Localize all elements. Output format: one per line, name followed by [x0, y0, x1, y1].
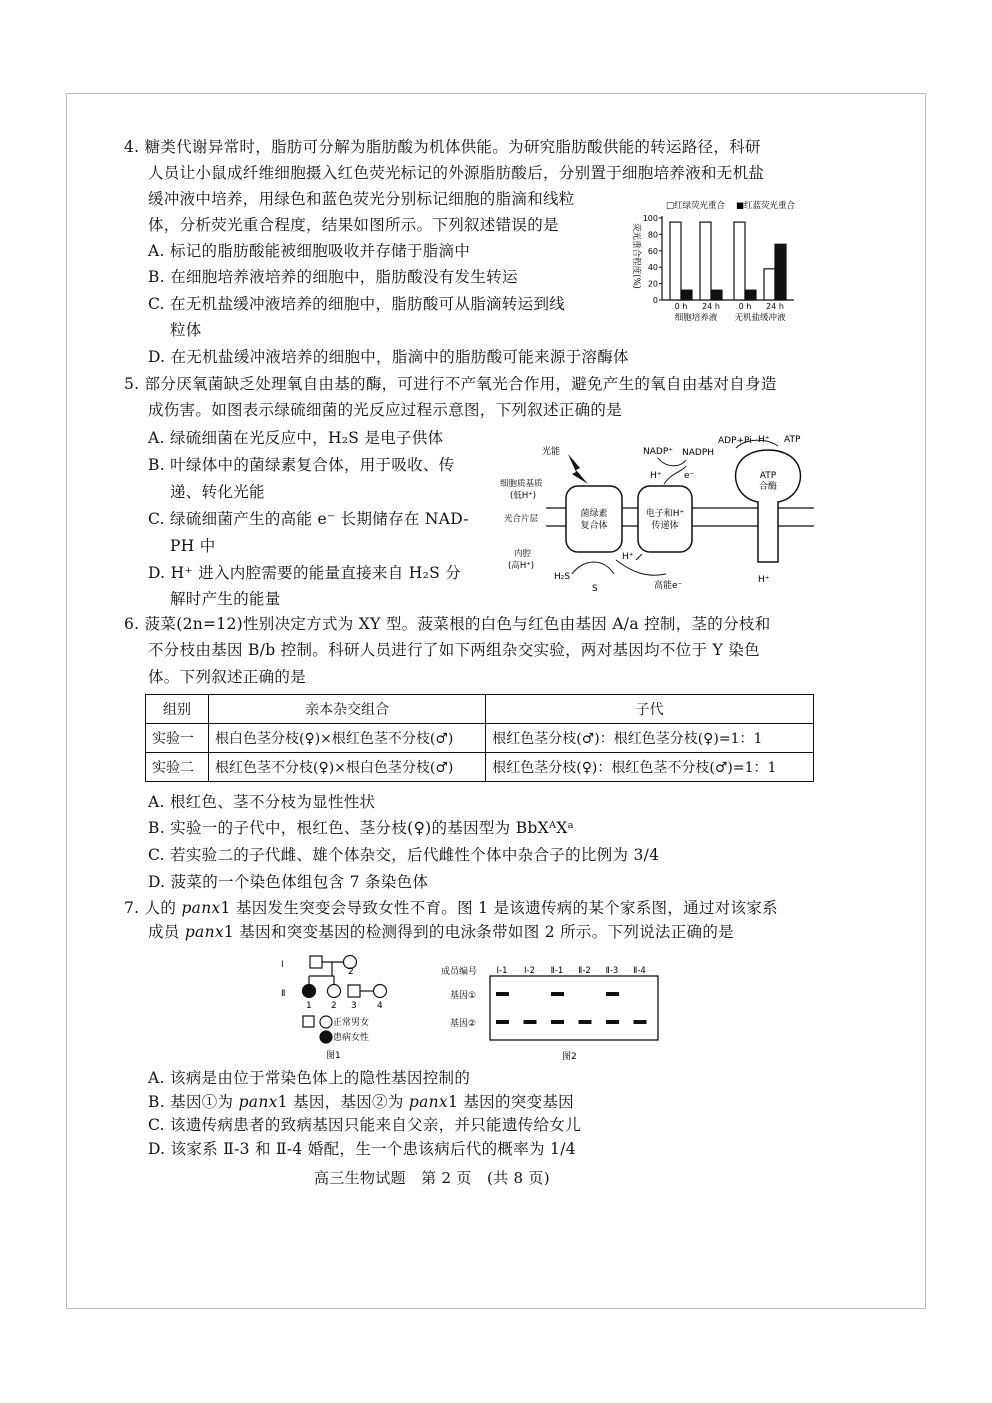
q7-option-d: D. 该家系 Ⅱ-3 和 Ⅱ-4 婚配，生一个患该病后代的概率为 1/4: [148, 1140, 576, 1158]
q4-option-c: C. 在无机盐缓冲液培养的细胞中，脂肪酸可从脂滴转运到线: [148, 295, 566, 313]
chart-bar: [700, 222, 711, 300]
stroma-label: (低H⁺): [510, 491, 537, 501]
nadph-label: NADPH: [682, 448, 715, 458]
y-axis-label: 荧光重合程度(%): [631, 223, 641, 289]
lane-label: I-2: [524, 966, 535, 976]
y-tick-label: 20: [647, 279, 658, 289]
group-label: 细胞培养液: [674, 313, 718, 323]
legend-affected-icon: [320, 1031, 332, 1043]
gel-box: [490, 976, 658, 1040]
h-plus-label: H⁺: [650, 471, 662, 481]
q5-stem-line: 5. 部分厌氧菌缺乏处理氧自由基的酶，可进行不产氧光合作用，避免产生的氧自由基对自身造: [124, 375, 777, 393]
adp-label: ADP+Pi: [718, 436, 752, 446]
group-label: 无机盐缓冲液: [734, 313, 786, 323]
gel-band: [496, 992, 509, 996]
y-tick-label: 100: [642, 214, 658, 223]
gel-band: [579, 1020, 592, 1024]
text-run: 1 基因和突变基因的检测得到的电泳条带如图 2 所示。下列说法正确的是: [223, 923, 734, 941]
chart-bar: [745, 290, 756, 300]
member-number: 2: [348, 967, 354, 977]
lane-label: I-1: [496, 966, 508, 976]
gene-name: panx: [408, 1093, 448, 1111]
complex-label: 菌绿素: [580, 509, 608, 519]
gel-band: [551, 1020, 564, 1024]
gel-band: [606, 992, 619, 996]
member-number: 4: [377, 1001, 383, 1011]
y-tick-label: 80: [647, 230, 658, 240]
q4-option-a: A. 标记的脂肪酸能被细胞吸收并存储于脂滴中: [148, 242, 471, 260]
h-plus-label: H⁺: [758, 575, 770, 585]
carrier-label: 传递体: [651, 521, 679, 531]
lumen-label: 内腔: [514, 549, 532, 559]
q5-option-c-cont: PH 中: [170, 537, 216, 555]
atp-output-label: ATP: [784, 435, 801, 445]
q4-stem-line: 体，分析荧光重合程度，结果如图所示。下列叙述错误的是: [148, 216, 559, 234]
lane-label: Ⅱ-4: [633, 966, 646, 976]
chart-bar: [681, 290, 692, 300]
member-number: 2: [331, 1001, 337, 1011]
q5-option-b-cont: 递、转化光能: [170, 483, 265, 501]
x-tick-label: 24 h: [766, 302, 784, 311]
text-run: 成员: [148, 923, 185, 941]
page-footer: 高三生物试题 第 2 页 (共 8 页): [314, 1169, 550, 1187]
table-cell: 实验一: [146, 724, 209, 753]
membrane-label: 光合片层: [504, 514, 539, 524]
lane-label: Ⅱ-2: [578, 966, 591, 976]
q6-option-c: C. 若实验二的子代雌、雄个体杂交，后代雌性个体中杂合子的比例为 3/4: [148, 846, 660, 864]
electron-carrier: [638, 486, 692, 552]
chart-bar: [711, 290, 722, 300]
female-normal-icon: [374, 985, 387, 998]
q7-option-b: [148, 1092, 574, 1112]
table-header: 亲本杂交组合: [209, 695, 486, 724]
q6-option-b: B. 实验一的子代中，根红色、茎分枝(♀)的基因型为 BbXᴬXᵃ: [148, 819, 574, 837]
male-normal-icon: [348, 985, 360, 997]
gene-name: panx: [181, 899, 221, 917]
q4-stem-line: 人员让小鼠成纤维细胞摄入红色荧光标记的外源脂肪酸后，分别置于细胞培养液和无机盐: [148, 164, 765, 182]
lightning-icon: [568, 454, 588, 484]
gel-electrophoresis-figure: [438, 956, 662, 1066]
text-run: 1 基因的突变基因: [447, 1093, 574, 1111]
q7-option-c: C. 该遗传病患者的致病基因只能来自父亲，并只能遗传给女儿: [148, 1116, 581, 1134]
generation-label: I: [281, 960, 284, 970]
text-run: 7. 人的: [124, 899, 182, 917]
legend-entry: ■红蓝荧光重合: [736, 201, 796, 211]
bacteriochlorophyll-complex: [566, 486, 622, 552]
gene-name: panx: [184, 923, 224, 941]
legend-male-icon: [303, 1016, 314, 1027]
figure-caption: 图2: [562, 1052, 577, 1062]
q6-option-d: D. 菠菜的一个染色体组包含 7 条染色体: [148, 873, 429, 891]
text-run: 1 基因，基因②为: [277, 1093, 409, 1111]
high-energy-electron-label: 高能e⁻: [654, 581, 683, 591]
gel-band: [496, 1020, 509, 1024]
carrier-label: 电子和H⁺: [645, 509, 685, 519]
gene-label: 基因①: [450, 991, 477, 1001]
gel-band: [634, 1020, 647, 1024]
table-cell: 根红色茎分枝(♀)：根红色茎不分枝(♂)=1：1: [486, 753, 814, 782]
table-cell: 根红色茎分枝(♂)：根红色茎分枝(♀)=1：1: [486, 724, 814, 753]
q6-stem-line: 不分枝由基因 B/b 控制。科研人员进行了如下两组杂交实验，两对基因均不位于 Y 染色: [148, 641, 760, 659]
table-cell: 根白色茎分枝(♀)×根红色茎不分枝(♂): [209, 724, 486, 753]
q6-stem-line: 体。下列叙述正确的是: [148, 668, 307, 686]
table-row: [146, 753, 814, 782]
q7-option-a: A. 该病是由位于常染色体上的隐性基因控制的: [148, 1069, 471, 1087]
male-normal-icon: [310, 956, 322, 968]
light-reaction-diagram: [496, 428, 816, 598]
x-tick-label: 0 h: [738, 302, 752, 311]
legend-label: 患病女性: [333, 1033, 370, 1043]
h-plus-label: H⁺: [758, 435, 770, 445]
y-tick-label: 40: [647, 263, 658, 273]
legend-female-icon: [320, 1016, 332, 1028]
x-tick-label: 24 h: [702, 302, 720, 311]
table-header-row: [146, 695, 814, 724]
legend-label: 正常男女: [333, 1018, 370, 1028]
table-header: 子代: [486, 695, 814, 724]
q5-option-a: A. 绿硫细菌在光反应中，H₂S 是电子供体: [148, 429, 444, 447]
affected-female-icon: [303, 985, 316, 998]
y-tick-label: 60: [647, 246, 658, 256]
gene-label: 基因②: [450, 1019, 477, 1029]
q4-stem-line: 4. 糖类代谢异常时，脂肪可分解为脂肪酸为机体供能。为研究脂肪酸供能的转运路径，科研: [124, 138, 761, 156]
member-label: 成员编号: [441, 967, 478, 977]
female-normal-icon: [328, 985, 341, 998]
light-label: 光能: [542, 447, 561, 457]
q7-stem-line: [124, 898, 778, 918]
complex-label: 复合体: [580, 521, 608, 531]
q7-stem-line: [148, 922, 734, 942]
member-number: 3: [351, 1001, 357, 1011]
table-cell: 根红色茎不分枝(♀)×根白色茎分枝(♂): [209, 753, 486, 782]
figure-caption: 图1: [326, 1051, 341, 1061]
table-row: [146, 724, 814, 753]
gel-band: [606, 1020, 619, 1024]
chart-bar: [775, 244, 786, 300]
sulfur-label: S: [592, 584, 598, 594]
h-plus-label: H⁺: [622, 552, 634, 562]
q5-stem-line: 成伤害。如图表示绿硫细菌的光反应过程示意图，下列叙述正确的是: [148, 401, 623, 419]
lumen-label: (高H⁺): [508, 561, 535, 571]
legend-entry: □红绿荧光重合: [666, 201, 726, 211]
q5-option-b: B. 叶绿体中的菌绿素复合体，用于吸收、传: [148, 456, 455, 474]
gene-name: panx: [238, 1093, 278, 1111]
text-run: 1 基因发生突变会导致女性不育。图 1 是该遗传病的某个家系图，通过对该家系: [220, 899, 778, 917]
q5-option-d: D. H⁺ 进入内腔需要的能量直接来自 H₂S 分: [148, 564, 462, 582]
table-header: 组别: [146, 695, 209, 724]
q4-option-b: B. 在细胞培养液培养的细胞中，脂肪酸没有发生转运: [148, 268, 518, 286]
lane-label: Ⅱ-3: [605, 966, 619, 976]
nadp-label: NADP⁺: [643, 447, 673, 457]
stroma-label: 细胞质基质: [500, 479, 543, 489]
chart-bar: [670, 222, 681, 300]
atp-synthase-label: 合酶: [758, 482, 778, 492]
chart-bar: [764, 269, 775, 300]
atp-synthase-label: ATP: [759, 471, 777, 481]
cross-experiment-table: [145, 694, 814, 782]
atp-synthase: [736, 450, 801, 562]
q4-option-c-cont: 粒体: [170, 321, 202, 339]
gel-band: [551, 992, 564, 996]
lane-label: Ⅱ-1: [550, 966, 564, 976]
q6-stem-line: 6. 菠菜(2n=12)性别决定方式为 XY 型。菠菜根的白色与红色由基因 A/a 控制，茎的分枝和: [124, 615, 771, 633]
q4-stem-line: 缓冲液中培养，用绿色和蓝色荧光分别标记细胞的脂滴和线粒: [148, 190, 575, 208]
y-tick-label: 0: [652, 296, 658, 305]
x-tick-label: 0 h: [674, 302, 688, 311]
electron-label: e⁻: [684, 471, 695, 481]
q4-option-d: D. 在无机盐缓冲液培养的细胞中，脂滴中的脂肪酸可能来源于溶酶体: [148, 348, 629, 366]
member-number: 1: [306, 1001, 312, 1011]
q6-option-a: A. 根红色、茎不分枝为显性性状: [148, 793, 376, 811]
generation-label: Ⅱ: [281, 989, 286, 999]
chart-bar: [734, 222, 745, 300]
gel-band: [524, 1020, 537, 1024]
pedigree-figure: [276, 950, 406, 1066]
text-run: B. 基因①为: [148, 1093, 239, 1111]
q5-option-d-cont: 解时产生的能量: [170, 590, 281, 608]
q5-option-c: C. 绿硫细菌产生的高能 e⁻ 长期储存在 NAD-: [148, 510, 469, 528]
fluorescence-bar-chart: [626, 196, 816, 326]
table-cell: 实验二: [146, 753, 209, 782]
h2s-label: H₂S: [554, 572, 571, 582]
